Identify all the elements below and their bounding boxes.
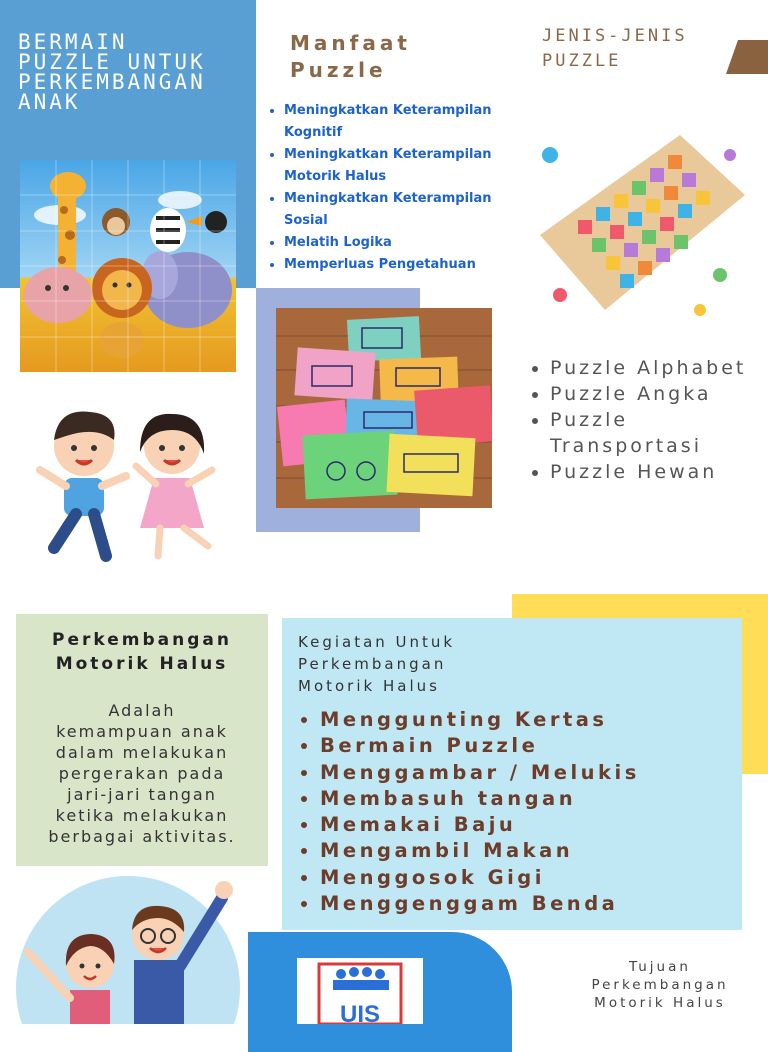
vehicle-puzzle-image (276, 308, 492, 508)
logo-text: UIS (339, 1001, 381, 1024)
family-illustration (8, 870, 256, 1024)
jigsaw-animals-image (20, 160, 236, 372)
university-logo (297, 958, 423, 1024)
motorik-description: Adalah kemampuan anak dalam melakukan pergerakan pada jari-jari tangan ketika melakukan berbagai aktivitas. (48, 701, 236, 846)
manfaat-heading: Manfaat Puzzle (290, 31, 411, 82)
kids-illustration (36, 400, 222, 568)
jenis-item: • Puzzle Hewan (550, 459, 768, 485)
decorative-tag (726, 40, 768, 74)
jenis-list (530, 355, 768, 485)
tujuan-heading: Tujuan Perkembangan Motorik Halus (591, 959, 729, 1011)
motorik-heading: Perkembangan Motorik Halus (52, 630, 232, 674)
manfaat-item: • Meningkatkan Keterampilan Sosial (284, 188, 534, 232)
jenis-item: • Puzzle Alphabet (550, 355, 768, 381)
jenis-heading: JENIS-JENIS PUZZLE (542, 26, 688, 71)
kegiatan-item: • Bermain Puzzle (320, 733, 760, 759)
jenis-item: • Puzzle Transportasi (550, 407, 768, 459)
kegiatan-item: • Menggosok Gigi (320, 865, 760, 891)
alphabet-puzzle-image (530, 125, 750, 335)
kegiatan-item: • Membasuh tangan (320, 786, 760, 812)
kegiatan-heading: Kegiatan Untuk Perkembangan Motorik Halus (298, 633, 456, 695)
kegiatan-item: • Mengambil Makan (320, 838, 760, 864)
manfaat-item: • Meningkatkan Keterampilan Kognitif (284, 100, 534, 144)
kegiatan-item: • Menggunting Kertas (320, 707, 760, 733)
manfaat-item: • Memperluas Pengetahuan (284, 254, 534, 276)
jenis-item: • Puzzle Angka (550, 381, 768, 407)
kegiatan-item: • Menggenggam Benda (320, 891, 760, 917)
manfaat-item: • Meningkatkan Keterampilan Motorik Halus (284, 144, 534, 188)
kegiatan-item: • Menggambar / Melukis (320, 760, 760, 786)
manfaat-list (266, 100, 534, 276)
kegiatan-item: • Memakai Baju (320, 812, 760, 838)
manfaat-item: • Melatih Logika (284, 232, 534, 254)
kegiatan-list (300, 707, 760, 917)
page-title: BERMAIN PUZZLE UNTUK PERKEMBANGAN ANAK (18, 30, 206, 114)
